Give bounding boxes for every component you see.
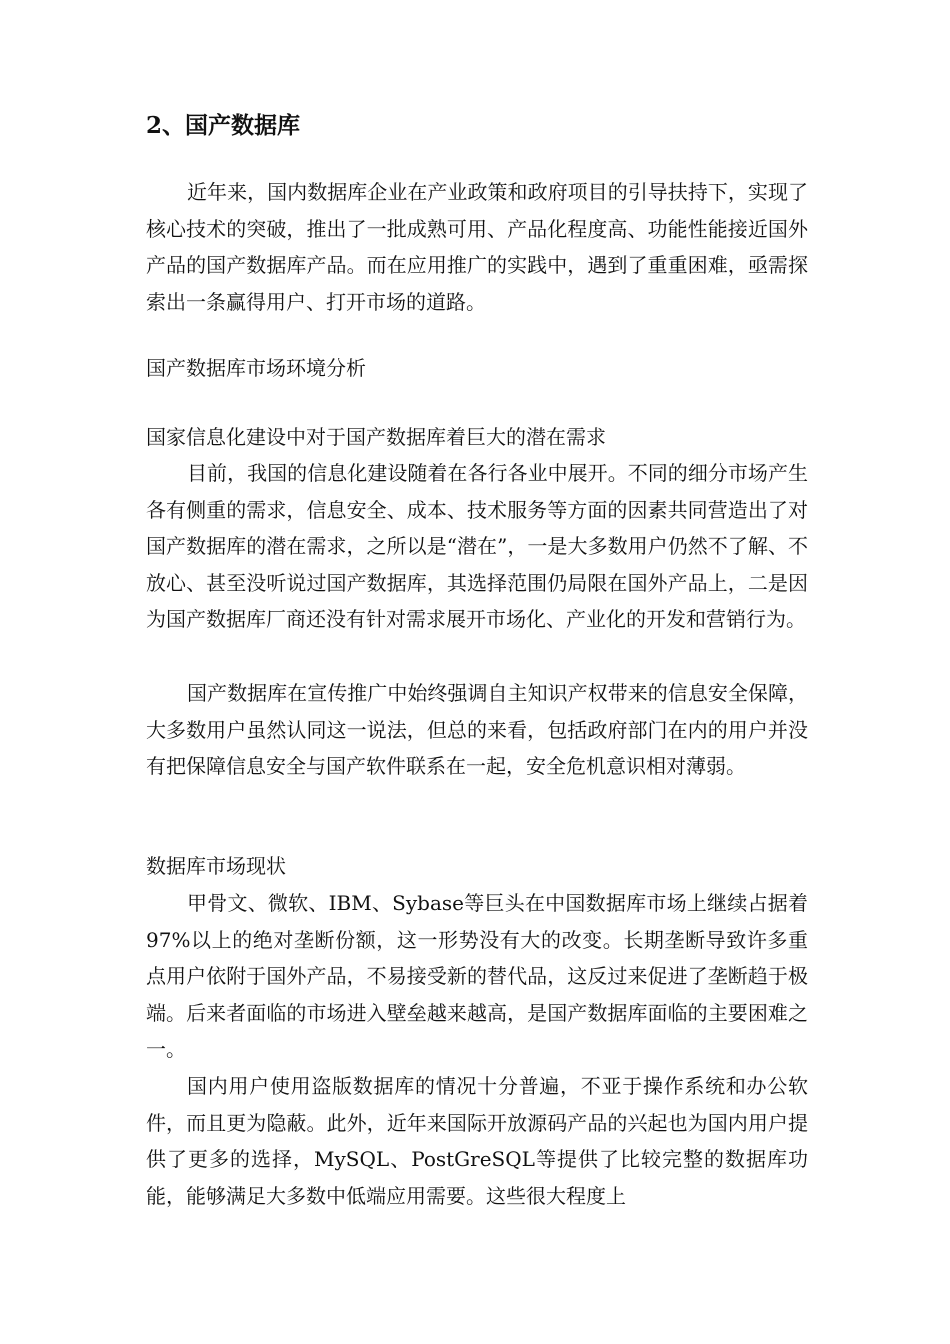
- paragraph-monopoly: 甲骨文、微软、IBM、Sybase等巨头在中国数据库市场上继续占据着97%以上的绝对垄断份额，这一形势没有大的改变。长期垄断导致许多重点用户依附于国外产品，不易接受新的替代品，这反过来促进了垄断趋于极端。后来者面临的市场进入壁垒越来越高，是国产数据库面临的主要困难之一。: [146, 891, 808, 1061]
- section-heading: 2、国产数据库: [146, 112, 301, 139]
- paragraph-informatization: 目前，我国的信息化建设随着在各行各业中展开。不同的细分市场产生各有侧重的需求，信息安全、成本、技术服务等方面的因素共同营造出了对国产数据库的潜在需求，之所以是“潜在”，一是大多数用户仍然不了解、不放心、甚至没听说过国产数据库，其选择范围仍局限在国外产品上，二是因为国产数据库厂商还没有针对需求展开市场化、产业化的开发和营销行为。: [146, 461, 808, 631]
- section-title-market-status: 数据库市场现状: [146, 854, 286, 878]
- subsection-title-potential-demand: 国家信息化建设中对于国产数据库着巨大的潜在需求: [146, 425, 606, 449]
- paragraph-piracy-opensource: 国内用户使用盗版数据库的情况十分普遍，不亚于操作系统和办公软件，而且更为隐蔽。此外，近年来国际开放源码产品的兴起也为国内用户提供了更多的选择，MySQL、PostGreSQL等提供了比较完整的数据库功能，能够满足大多数中低端应用需要。这些很大程度上: [146, 1074, 808, 1208]
- intro-paragraph: 近年来，国内数据库企业在产业政策和政府项目的引导扶持下，实现了核心技术的突破，推出了一批成熟可用、产品化程度高、功能性能接近国外产品的国产数据库产品。而在应用推广的实践中，遇到了重重困难，亟需探索出一条赢得用户、打开市场的道路。: [146, 180, 808, 314]
- paragraph-security-awareness: 国产数据库在宣传推广中始终强调自主知识产权带来的信息安全保障，大多数用户虽然认同这一说法，但总的来看，包括政府部门在内的用户并没有把保障信息安全与国产软件联系在一起，安全危机意识相对薄弱。: [146, 681, 808, 778]
- section-title-market-analysis: 国产数据库市场环境分析: [146, 356, 366, 380]
